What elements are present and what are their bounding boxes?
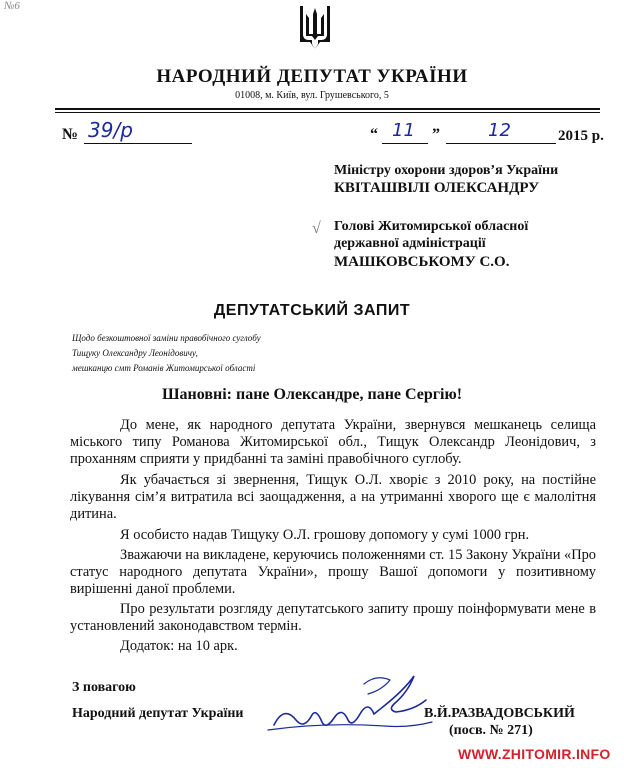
date-day: 11 [392, 120, 415, 141]
recipient-2-department: державної адміністрації [334, 236, 486, 251]
site-watermark: WWW.ZHITOMIR.INFO [458, 746, 611, 762]
header-divider-thin [55, 112, 600, 113]
subject-line: мешканцю смт Романів Житомирської області [72, 363, 256, 373]
number-value: 39/р [88, 118, 133, 142]
body-paragraph: Про результати розгляду депутатського запиту прошу поінформувати мене в установлений законодавством термін. [70, 601, 596, 634]
date-month: 12 [488, 120, 511, 141]
number-label: № [62, 126, 79, 143]
subject-block [72, 331, 261, 376]
corner-note: №6 [4, 0, 20, 12]
recipient-1-name: КВІТАШВІЛІ ОЛЕКСАНДРУ [334, 180, 540, 196]
trident-icon [298, 4, 332, 50]
signer-title: Народний депутат України [72, 706, 244, 721]
subject-line: Щодо безкоштовної заміни правобічного суглобу [72, 333, 261, 343]
signer-name: В.Й.РАЗВАДОВСЬКИЙ [424, 706, 575, 721]
date-close-quote: ” [432, 126, 440, 143]
date-day-underline [382, 143, 428, 144]
recipient-1-position: Міністру охорони здоров’я України [334, 163, 559, 178]
number-underline [84, 143, 192, 144]
date-year: 2015 р. [558, 128, 604, 144]
body-paragraph: Зважаючи на викладене, керуючись положеннями ст. 15 Закону України «Про статус народного депутата України», прошу Вашої допомоги у позитивному вирішенні даної проблеми. [70, 547, 597, 597]
document-title: ДЕПУТАТСЬКИЙ ЗАПИТ [213, 302, 411, 319]
organization-title: НАРОДНИЙ ДЕПУТАТ УКРАЇНИ [156, 66, 468, 87]
header-divider-thick [55, 108, 600, 110]
subject-line: Тищуку Олександру Леонідовичу, [72, 348, 198, 358]
signer-id: (посв. № 271) [449, 723, 533, 738]
body-paragraph: До мене, як народного депутата України, звернувся мешканець селища міського типу Романова Житомирської обл., Тищук Олександр Леонідович, з проханням сприяти у придбанні та заміні правобічного суглобу. [70, 417, 596, 467]
date-open-quote: “ [370, 126, 378, 143]
organization-address: 01008, м. Київ, вул. Грушевського, 5 [235, 90, 389, 101]
recipient-2-position: Голові Житомирської обласної [334, 219, 529, 234]
body-paragraph: Я особисто надав Тищуку О.Л. грошову допомогу у сумі 1000 грн. [120, 527, 530, 543]
recipient-2-block [334, 218, 528, 271]
recipient-2-name: МАШКОВСЬКОМУ С.О. [334, 254, 510, 270]
attachment-note: Додаток: на 10 арк. [120, 638, 238, 654]
closing-phrase: З повагою [72, 680, 136, 695]
greeting: Шановні: пане Олександре, пане Сергію! [161, 386, 463, 403]
body-paragraph: Як убачається зі звернення, Тищук О.Л. хворіє з 2010 року, на постійне лікування сім’я витратила всі заощадження, а на утриманні хворого ще є малолітня дитина. [70, 472, 596, 522]
date-month-underline [446, 143, 556, 144]
check-mark: √ [312, 220, 321, 237]
signature-icon [264, 670, 434, 742]
